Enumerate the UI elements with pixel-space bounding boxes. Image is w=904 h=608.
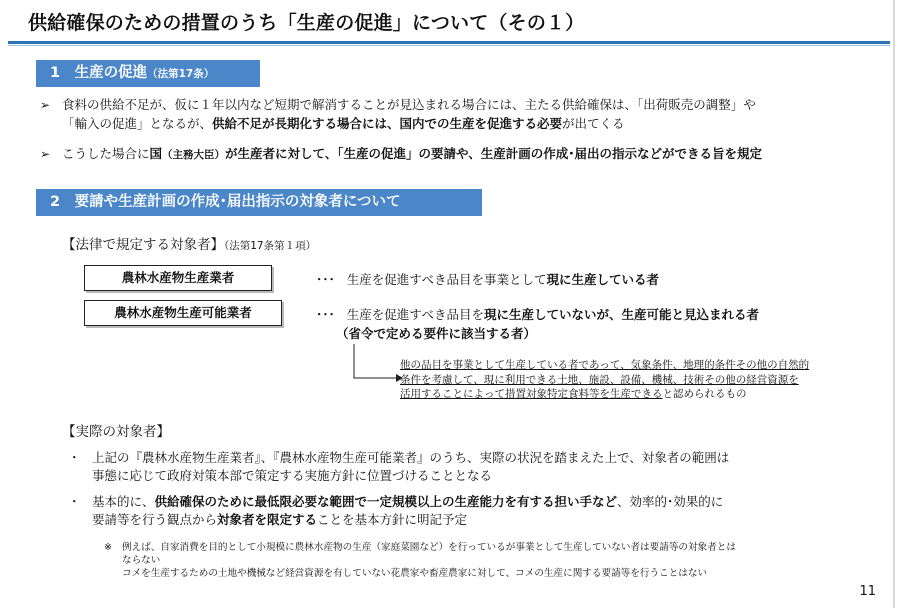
producer-desc-pre: 生産を促進すべき品目を事業として [346, 272, 547, 287]
legal-note: （法第17条第１項） [224, 240, 317, 252]
bullet-arrow-icon: ➢ [40, 98, 51, 112]
bullet2-note: （主務大臣） [162, 149, 226, 161]
actual2-bold: 供給確保のために最低限必要な範囲で一定規模以上の生産能力を有する担い手など [154, 494, 618, 509]
target-box-producer: 農林水産物生産業者 [84, 265, 272, 291]
bullet1-line2 [62, 114, 756, 133]
dots: ･･･ [316, 272, 335, 287]
bullet1-line2-pre: 「輸入の促進」となるが、 [62, 116, 213, 131]
slide-edge [893, 0, 895, 608]
potential-desc-pre: 生産を促進すべき品目を [346, 307, 485, 322]
note-line1: 例えば、自家消費を目的として小規模に農林水産物の生産（家庭菜園など）を行っているが事業として生産していない者は要請等の対象者とは [122, 542, 736, 553]
detail-line3-post: と認められるもの [662, 388, 747, 400]
page-title: 供給確保のための措置のうち「生産の促進」について（その１） [28, 12, 585, 34]
section1-bullet-1 [62, 95, 756, 133]
target-desc-potential-producer [316, 305, 759, 323]
potential-desc-bold: 現に生産していないが、生産可能と見込まれる者 [484, 307, 760, 322]
note-line3: コメを生産するための土地や機械など経営資源を有していない花農家や畜産農家に対して、コメの生産に関する要請等を行うことはない [122, 568, 708, 579]
legal-targets-heading [62, 233, 316, 253]
potential-producer-detail [400, 358, 809, 402]
section1-heading-note: （法第17条） [147, 68, 215, 80]
target-desc-producer [316, 270, 659, 288]
section1-heading: 1 生産の促進 [50, 65, 148, 81]
legal-head: 【法律で規定する対象者】 [62, 237, 224, 253]
target-desc-potential-requirement [336, 324, 536, 342]
dots: ･･･ [316, 307, 335, 322]
bullet2-bold2: が生産者に対して、「生産の促進」の要請や、生産計画の作成･届出の指示などができる旨を規定 [225, 146, 763, 161]
bullet2-bold1: 国 [149, 146, 163, 161]
note-line2: ならない [122, 555, 161, 566]
actual1-line2: 事態に応じて政府対策本部で策定する実施方針に位置づけることとなる [92, 468, 493, 483]
actual2-pre: 基本的に、 [92, 494, 155, 509]
target-box-potential-producer: 農林水産物生産可能業者 [84, 300, 282, 326]
actual2-post: 、効率的･効果的に [617, 494, 724, 509]
note-text [122, 541, 736, 580]
bullet-dot: ・ [68, 450, 81, 465]
bullet1-line2-bold: 供給不足が長期化する場合には、国内での生産を促進する必要 [212, 116, 563, 131]
potential-desc-bold2: （省令で定める要件に該当する者） [336, 326, 537, 341]
detail-line1: 他の品目を事業として生産している者であって、気象条件、地理的条件その他の自然的 [400, 359, 810, 371]
section1-bullet-2 [62, 144, 762, 165]
actual2-line2-bold: 対象者を限定する [217, 512, 318, 527]
actual1-line1: 上記の『農林水産物生産業者』、『農林水産物生産可能業者』のうち、実際の状況を踏まえた上で、対象者の範囲は [92, 450, 730, 465]
section2-heading-bar [36, 189, 482, 216]
title-rule [8, 41, 890, 44]
page-number: 11 [859, 584, 876, 599]
detail-line3: 活用することによって措置対象特定食料等を生産できる [400, 388, 663, 400]
bullet2-pre: こうした場合に [62, 146, 150, 161]
producer-desc-bold: 現に生産している者 [546, 272, 660, 287]
actual2-line2-post: ことを基本方針に明記予定 [317, 512, 468, 527]
actual2-line2-pre: 要請等を行う観点から [92, 512, 218, 527]
bullet-dot: ・ [68, 494, 81, 509]
section1-heading-bar [36, 60, 260, 87]
title-rule-thin [8, 45, 890, 46]
section2-heading: 2 要請や生産計画の作成･届出指示の対象者について [50, 194, 401, 210]
bullet1-line1: 食料の供給不足が、仮に１年以内など短期で解消することが見込まれる場合には、主たる供給確保は、「出荷販売の調整」や [62, 97, 756, 112]
actual-targets-heading: 【実際の対象者】 [62, 424, 170, 440]
actual-item-2 [92, 493, 723, 529]
bullet-arrow-icon: ➢ [40, 147, 51, 161]
detail-line2: 条件を考慮して、現に利用できる土地、施設、設備、機械、技術その他の経営資源を [400, 373, 799, 386]
bullet1-line2-post: が出てくる [562, 116, 625, 131]
connector-arrow-icon [348, 342, 404, 384]
actual-item-1 [92, 449, 729, 485]
note-marker: ※ [104, 542, 113, 553]
